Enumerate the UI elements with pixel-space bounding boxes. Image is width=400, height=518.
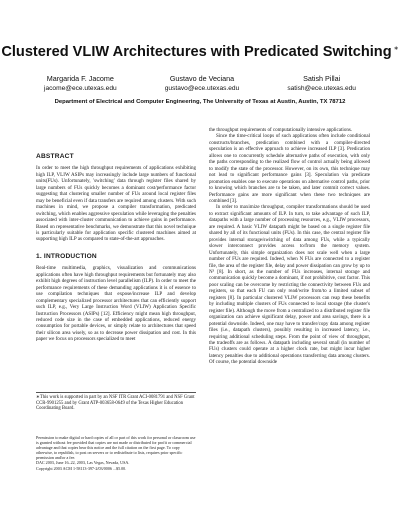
permission-block <box>36 435 196 471</box>
body-paragraph: Since the time-critical loops of such applications often include conditional constructs/branches, predication combined with a compiler-directed speculation is an effective approach to achieve increased ILP [3]. Predication allows one to concurrently schedule alternative paths of execution, with only the paths corresponding to the realized flow of control actually being allowed to modify the state of the processor. However, on its own, this technique may not lead to significant performance gains [3]. Speculation via predicate promotion enables one to execute operations on alternative control paths, prior to knowing which branches are to be taken, and later commit correct values. Performance gains are more significant when these two techniques are combined [3]. <box>209 133 370 204</box>
paper-title <box>0 44 400 60</box>
title-footnote-mark: ∗ <box>393 46 399 53</box>
author-name: Margarida F. Jacome <box>46 74 114 83</box>
author-email: satish@ece.utexas.edu <box>287 85 356 92</box>
author-list <box>44 74 356 92</box>
abstract-text: In order to meet the high throughput requirements of applications exhibiting high ILP, VLIW ASIPs may increasingly include large numbers of functional units(FUs). Unfortunately, 'switching' data through register files shared by large numbers of FUs quickly becomes a dominant cost/performance factor suggesting that clustering smaller number of FUs around local register files may be beneficial even if data transfers are required among clusters. With such machines in mind, we propose a compiler transformation, predicated switching, which enables aggressive speculation while leveraging the penalties associated with inter-cluster communication to achieve gains in performance. Based on representative benchmarks, we demonstrate that this novel technique is particularly suitable for application specific clustered machines aimed at supporting high ILP as compared to state-of-the-art approaches. <box>36 165 196 243</box>
conference-line: DAC 2003, June 16–22, 2003, Las Vegas, Nevada, USA. <box>36 460 130 466</box>
author-3 <box>287 74 356 92</box>
right-column <box>209 127 370 366</box>
left-column <box>36 126 196 343</box>
body-paragraph: the throughput requirements of computationally intensive applications. <box>209 127 353 133</box>
introduction-heading: 1. INTRODUCTION <box>36 252 97 260</box>
author-name: Satish Pillai <box>303 74 341 83</box>
body-paragraph: In order to maximize throughput, compiler transformations should be used to extract significant amounts of ILP. In turn, to take advantage of such ILP, datapaths with a large number of processing resources, e.g., VLIW processors, are required. A basic VLIW datapath might be based on a single register file shared by all of its functional units (FUs). In this case, the central register file provides internal storage/switching of data among FUs, while a typically slower interconnect provides access to/from the memory system. Unfortunately, this simple organization does not scale well when a large number of FUs are required. Indeed, when N FUs are connected to a register file, the area of the register file, delay and power dissipation can grow by up to N³ [8]. In short, as the number of FUs increases, internal storage and communication quickly become a dominant, if not prohibitive, cost factor. This poor scaling can be overcome by restricting the connectivity between FUs and registers, so that each FU can only read/write from/to a limited subset of registers [8]. In particular clustered VLIW processors can reap these benefits by including multiple clusters of FUs connected to local storage (the cluster's register file). Although the move from a centralized to a distributed register file organization can achieve significant delay, power and area savings, there is a potential downside. Indeed, one may have to transfer/copy data among register files (i.e., datapath clusters), possibly resulting in increased latency, i.e., requiring additional scheduling steps. From the point of view of throughput, the tradeoffs are as follows. A datapath including several small (in number of FUs) clusters could operate at a higher clock rate, but might incur higher latency penalties due to additional operations transferring data among clusters. Of course, the potential downside <box>209 204 370 366</box>
funding-footnote: ∗This work is supported in part by an NSF ITR Grant ACI-0081791 and NSF Grant CCR-9901255 and by Grant ATP-003658-0649 of the Texas Higher Education Coordinating Board. <box>36 392 196 412</box>
author-1 <box>44 74 117 92</box>
title-text: Clustered VLIW Architectures with Predicated Switching <box>1 44 392 60</box>
author-email: gustavo@ece.utexas.edu <box>164 85 240 92</box>
affiliation: Department of Electrical and Computer Engineering, The University of Texas at Austin, Austin, TX 78712 <box>54 99 346 105</box>
author-name: Gustavo de Veciana <box>169 74 235 83</box>
copyright-line: Copyright 2003 ACM 1-58113-397-2/03/0006 ...$5.00. <box>36 465 127 471</box>
abstract-heading: ABSTRACT <box>36 153 74 160</box>
introduction-paragraph: Real-time multimedia, graphics, visualization and communications applications often have high throughput requirements but fortunately may also exhibit high degrees of instruction level parallelism (ILP). In order to meet the performance requirements of these demanding applications it is of essence to use compilation techniques that expose/increase ILP and develop complementary specialized processor architectures that can efficiently support such ILP, e.g., Very Large Instruction Word (VLIW) Application Specific Instruction Processors (ASIPs) [12]. Efficiency might mean high throughput, reduced code size in the case of embedded applications, reduced energy consumption for portable devices, or simply relate to architectures that speed their silicon area wisely, so as to decrease power dissipation and cost. In this paper we focus on processors specialized to meet <box>36 265 196 343</box>
author-2 <box>165 74 240 92</box>
permission-text: Permission to make digital or hard copies of all or part of this work for personal or classroom use is granted without fee provided that copies are not made or distributed for profit or commercial advantage and that copies bear this notice and the full citation on the first page. To copy otherwise, to republish, to post on servers or to redistribute to lists, requires prior specific permission and/or a fee. <box>36 435 196 461</box>
author-email: jacome@ece.utexas.edu <box>44 85 117 92</box>
